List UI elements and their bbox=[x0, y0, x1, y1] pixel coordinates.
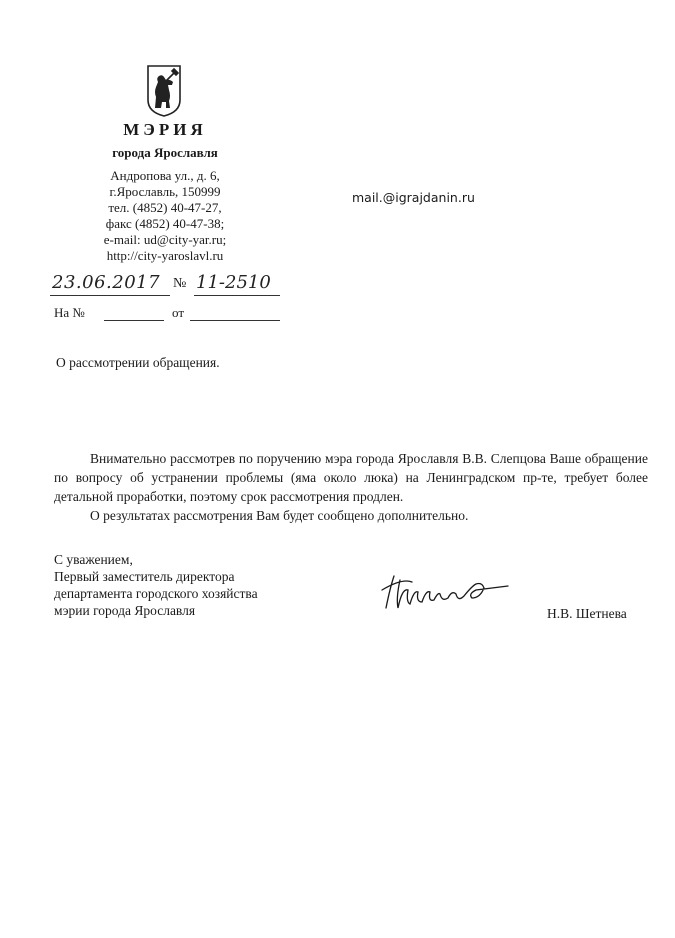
letter-subject: О рассмотрении обращения. bbox=[56, 355, 220, 370]
ref-number-label: На № bbox=[54, 305, 85, 320]
number-sign: № bbox=[173, 276, 187, 291]
ref-number-line bbox=[104, 320, 164, 321]
recipient-email: mail.@igrajdanin.ru bbox=[352, 190, 475, 205]
website-line: http://city-yaroslavl.ru bbox=[106, 248, 224, 263]
body-paragraph: О результатах рассмотрения Вам будет сообщено дополнительно. bbox=[90, 508, 469, 523]
signer-position: Первый заместитель директора bbox=[54, 569, 235, 584]
number-underline bbox=[194, 295, 280, 296]
date-underline bbox=[50, 295, 170, 296]
yaroslavl-coat-of-arms-icon bbox=[146, 64, 182, 118]
org-title: МЭРИЯ bbox=[123, 120, 207, 139]
phone-line: тел. (4852) 40-47-27, bbox=[108, 200, 222, 215]
handwritten-signature-icon bbox=[372, 568, 512, 616]
signer-organization: мэрии города Ярославля bbox=[54, 603, 196, 618]
ref-date-line bbox=[190, 320, 280, 321]
registration-date: 23.06.2017 bbox=[52, 272, 161, 293]
signer-department: департамента городского хозяйства bbox=[54, 586, 258, 601]
registration-number: 11-2510 bbox=[196, 272, 271, 293]
closing-block bbox=[54, 551, 258, 619]
address-line: Андропова ул., д. 6, bbox=[110, 168, 220, 183]
letter-body bbox=[54, 449, 648, 525]
fax-line: факс (4852) 40-47-38; bbox=[105, 216, 225, 231]
org-subtitle: города Ярославля bbox=[112, 145, 218, 160]
closing-line: С уважением, bbox=[54, 552, 133, 567]
body-paragraph: Внимательно рассмотрев по поручению мэра города Ярославля В.В. Слепцова Ваше обращение по вопросу об устранении проблемы (яма около люка) на Ленинградском пр-те, требует более детальной проработки, поэтому срок рассмотрения продлен. bbox=[54, 451, 648, 504]
signer-name: Н.В. Шетнева bbox=[547, 606, 627, 621]
ref-date-label: от bbox=[172, 305, 185, 320]
address-line: г.Ярославль, 150999 bbox=[109, 184, 221, 199]
email-line: e-mail: ud@city-yar.ru; bbox=[103, 232, 227, 247]
